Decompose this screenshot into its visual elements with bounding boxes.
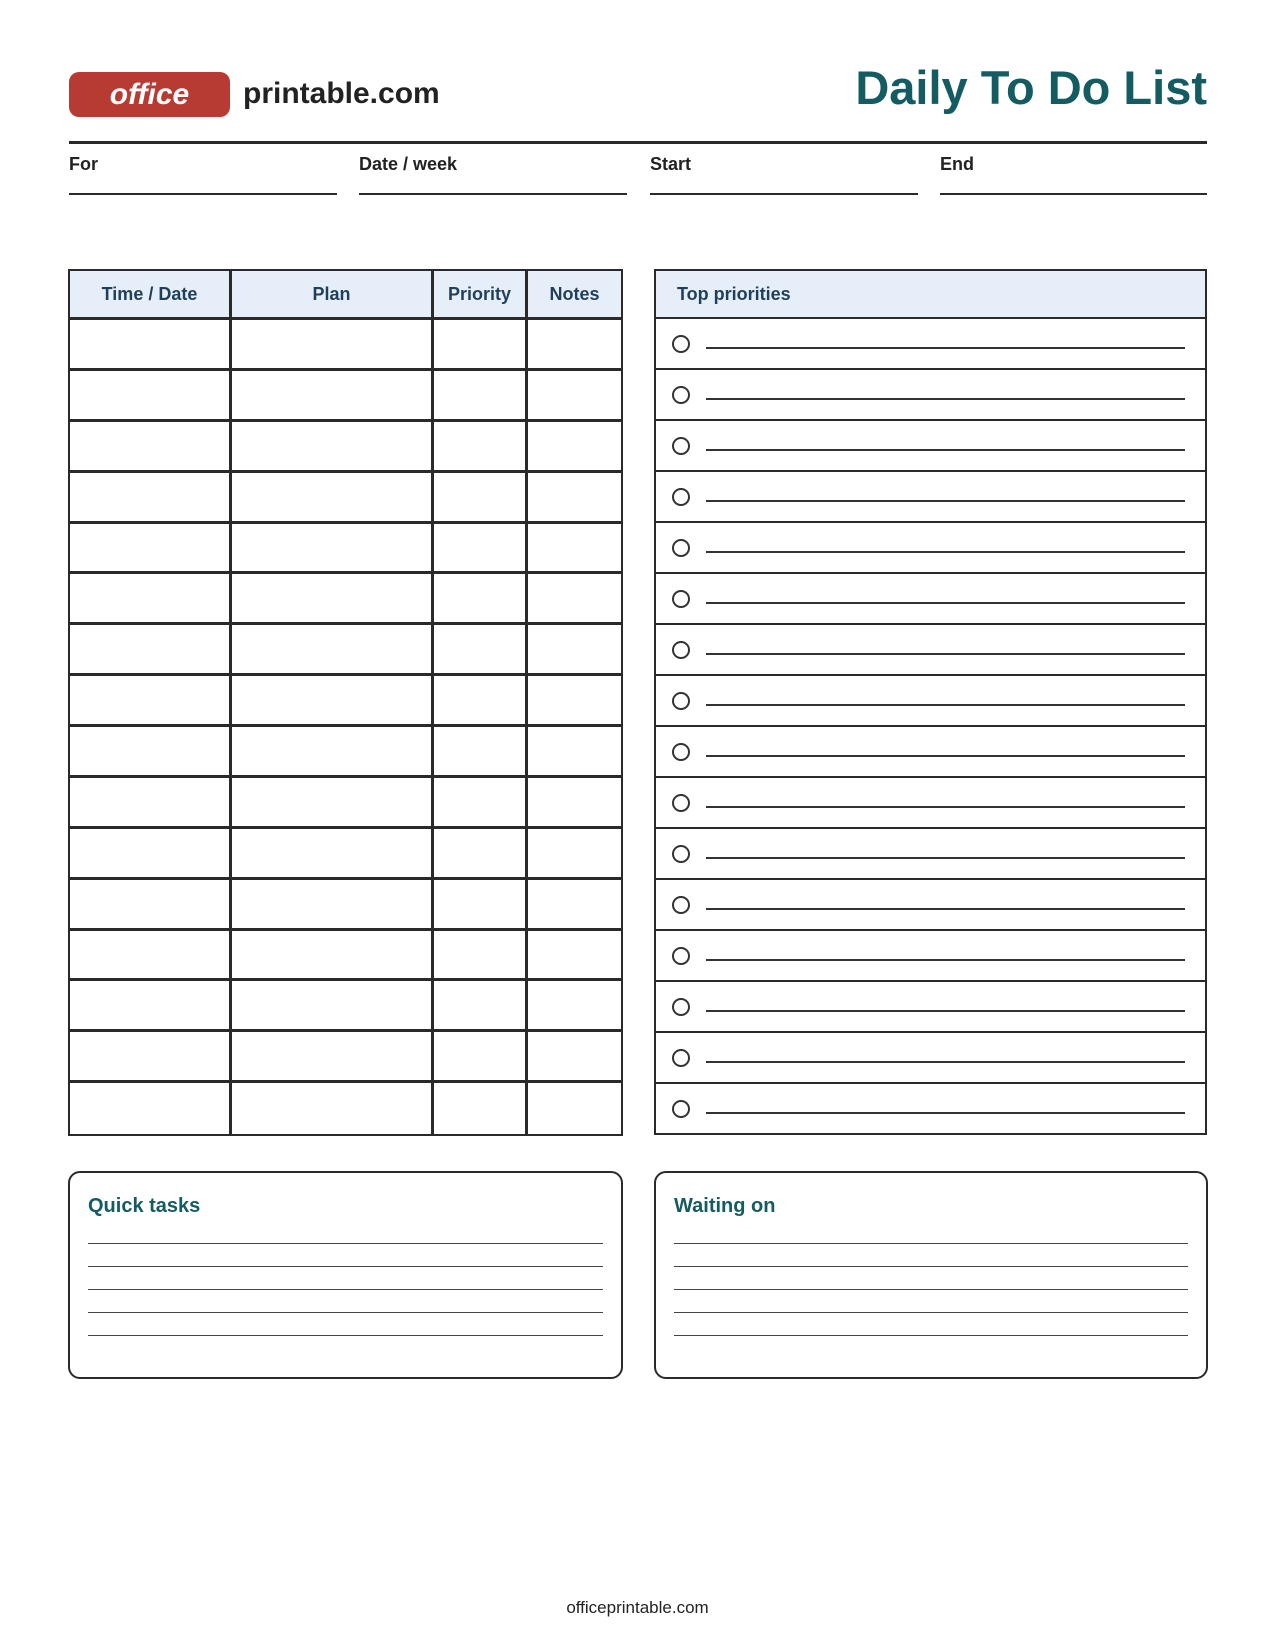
- writing-line: [706, 755, 1185, 757]
- field-label: Date / week: [359, 154, 458, 174]
- writing-line[interactable]: [674, 1335, 1188, 1336]
- writing-line[interactable]: [88, 1266, 603, 1267]
- writing-line: [706, 959, 1185, 961]
- priority-item[interactable]: [656, 880, 1205, 931]
- schedule-cell[interactable]: [434, 371, 528, 422]
- checkbox-circle-icon[interactable]: [672, 743, 690, 761]
- waiting-on-box: [654, 1171, 1208, 1379]
- field-start[interactable]: [650, 152, 918, 195]
- writing-line: [706, 398, 1185, 400]
- schedule-cell[interactable]: [528, 1032, 621, 1083]
- writing-line: [706, 1010, 1185, 1012]
- schedule-cell[interactable]: [434, 422, 528, 473]
- checkbox-circle-icon[interactable]: [672, 590, 690, 608]
- schedule-cell[interactable]: [232, 880, 434, 931]
- schedule-cell[interactable]: [232, 778, 434, 829]
- schedule-cell[interactable]: [232, 524, 434, 575]
- schedule-cell[interactable]: [434, 931, 528, 982]
- schedule-cell[interactable]: [70, 931, 232, 982]
- column-header-notes: Notes: [528, 271, 621, 320]
- schedule-cell[interactable]: [528, 880, 621, 931]
- schedule-cell[interactable]: [232, 422, 434, 473]
- priority-item[interactable]: [656, 370, 1205, 421]
- writing-line[interactable]: [88, 1289, 603, 1290]
- checkbox-circle-icon[interactable]: [672, 692, 690, 710]
- checkbox-circle-icon[interactable]: [672, 1049, 690, 1067]
- header-divider: [69, 141, 1207, 144]
- schedule-cell[interactable]: [528, 371, 621, 422]
- priority-item[interactable]: [656, 319, 1205, 370]
- schedule-cell[interactable]: [528, 473, 621, 524]
- writing-line: [706, 857, 1185, 859]
- checkbox-circle-icon[interactable]: [672, 1100, 690, 1118]
- checkbox-circle-icon[interactable]: [672, 794, 690, 812]
- schedule-cell[interactable]: [70, 371, 232, 422]
- writing-line[interactable]: [88, 1335, 603, 1336]
- writing-line: [706, 704, 1185, 706]
- writing-line[interactable]: [674, 1243, 1188, 1244]
- field-for[interactable]: [69, 152, 337, 195]
- schedule-cell[interactable]: [528, 320, 621, 371]
- writing-line: [706, 1112, 1185, 1114]
- writing-line: [706, 1061, 1185, 1063]
- writing-line: [706, 347, 1185, 349]
- schedule-cell[interactable]: [70, 676, 232, 727]
- schedule-cell[interactable]: [434, 829, 528, 880]
- schedule-cell[interactable]: [232, 1032, 434, 1083]
- schedule-cell[interactable]: [434, 981, 528, 1032]
- checkbox-circle-icon[interactable]: [672, 335, 690, 353]
- schedule-cell[interactable]: [232, 320, 434, 371]
- column-header-plan: Plan: [232, 271, 434, 320]
- schedule-cell[interactable]: [528, 524, 621, 575]
- schedule-cell[interactable]: [434, 574, 528, 625]
- checkbox-circle-icon[interactable]: [672, 947, 690, 965]
- schedule-table: [68, 269, 623, 1136]
- schedule-cell[interactable]: [528, 727, 621, 778]
- logo-badge: office: [69, 72, 230, 117]
- schedule-cell[interactable]: [434, 727, 528, 778]
- writing-line[interactable]: [88, 1243, 603, 1244]
- schedule-cell[interactable]: [528, 625, 621, 676]
- checkbox-circle-icon[interactable]: [672, 437, 690, 455]
- schedule-cell[interactable]: [70, 981, 232, 1032]
- footer-text: officeprintable.com: [566, 1598, 709, 1617]
- schedule-cell[interactable]: [434, 676, 528, 727]
- schedule-cell[interactable]: [528, 422, 621, 473]
- logo-text: printable.com: [243, 77, 440, 110]
- writing-line: [706, 908, 1185, 910]
- writing-line: [706, 806, 1185, 808]
- schedule-cell[interactable]: [528, 574, 621, 625]
- writing-line[interactable]: [674, 1289, 1188, 1290]
- schedule-cell[interactable]: [70, 778, 232, 829]
- schedule-cell[interactable]: [70, 320, 232, 371]
- schedule-cell[interactable]: [70, 625, 232, 676]
- checkbox-circle-icon[interactable]: [672, 641, 690, 659]
- schedule-cell[interactable]: [70, 422, 232, 473]
- schedule-cell[interactable]: [232, 473, 434, 524]
- schedule-cell[interactable]: [70, 574, 232, 625]
- priority-item[interactable]: [656, 472, 1205, 523]
- writing-line: [706, 500, 1185, 502]
- field-end[interactable]: [940, 152, 1207, 195]
- writing-line[interactable]: [674, 1266, 1188, 1267]
- schedule-cell[interactable]: [528, 829, 621, 880]
- schedule-cell[interactable]: [434, 1032, 528, 1083]
- schedule-cell[interactable]: [528, 778, 621, 829]
- schedule-cell[interactable]: [528, 676, 621, 727]
- writing-line[interactable]: [674, 1312, 1188, 1313]
- column-header-priority: Priority: [434, 271, 528, 320]
- schedule-cell[interactable]: [232, 625, 434, 676]
- waiting-on-title: Waiting on: [674, 1195, 776, 1217]
- field-date-week[interactable]: [359, 152, 627, 195]
- writing-line[interactable]: [88, 1312, 603, 1313]
- writing-line: [706, 449, 1185, 451]
- schedule-cell[interactable]: [232, 931, 434, 982]
- schedule-cell[interactable]: [232, 1083, 434, 1134]
- field-label: For: [69, 154, 98, 174]
- schedule-cell[interactable]: [232, 371, 434, 422]
- priority-item[interactable]: [656, 1033, 1205, 1084]
- checkbox-circle-icon[interactable]: [672, 845, 690, 863]
- field-label: End: [940, 154, 974, 174]
- priority-item[interactable]: [656, 1084, 1205, 1133]
- priority-item[interactable]: [656, 574, 1205, 625]
- top-priorities-panel: [654, 269, 1207, 1135]
- schedule-cell[interactable]: [232, 829, 434, 880]
- schedule-cell[interactable]: [434, 320, 528, 371]
- schedule-cell[interactable]: [434, 1083, 528, 1134]
- quick-tasks-title: Quick tasks: [88, 1195, 201, 1217]
- priority-item[interactable]: [656, 727, 1205, 778]
- priority-item[interactable]: [656, 829, 1205, 880]
- priority-item[interactable]: [656, 421, 1205, 472]
- schedule-cell[interactable]: [70, 829, 232, 880]
- checkbox-circle-icon[interactable]: [672, 539, 690, 557]
- checkbox-circle-icon[interactable]: [672, 998, 690, 1016]
- priority-item[interactable]: [656, 625, 1205, 676]
- checkbox-circle-icon[interactable]: [672, 386, 690, 404]
- schedule-cell[interactable]: [232, 727, 434, 778]
- column-header-time-date: Time / Date: [70, 271, 232, 320]
- writing-line: [706, 602, 1185, 604]
- schedule-cell[interactable]: [528, 981, 621, 1032]
- schedule-cell[interactable]: [232, 676, 434, 727]
- writing-line: [706, 653, 1185, 655]
- priority-item[interactable]: [656, 778, 1205, 829]
- schedule-cell[interactable]: [434, 625, 528, 676]
- schedule-cell[interactable]: [70, 727, 232, 778]
- schedule-cell[interactable]: [434, 778, 528, 829]
- schedule-cell[interactable]: [232, 981, 434, 1032]
- schedule-cell[interactable]: [434, 880, 528, 931]
- schedule-cell[interactable]: [528, 1083, 621, 1134]
- priority-item[interactable]: [656, 676, 1205, 727]
- schedule-cell[interactable]: [70, 524, 232, 575]
- priority-item[interactable]: [656, 931, 1205, 982]
- schedule-cell[interactable]: [70, 473, 232, 524]
- checkbox-circle-icon[interactable]: [672, 488, 690, 506]
- priority-item[interactable]: [656, 982, 1205, 1033]
- schedule-cell[interactable]: [434, 473, 528, 524]
- schedule-cell[interactable]: [434, 524, 528, 575]
- page-title: Daily To Do List: [855, 61, 1207, 114]
- schedule-cell[interactable]: [70, 880, 232, 931]
- schedule-cell[interactable]: [528, 931, 621, 982]
- checkbox-circle-icon[interactable]: [672, 896, 690, 914]
- writing-line: [706, 551, 1185, 553]
- top-priorities-title: Top priorities: [656, 271, 1205, 319]
- quick-tasks-box: [68, 1171, 623, 1379]
- priority-item[interactable]: [656, 523, 1205, 574]
- schedule-cell[interactable]: [232, 574, 434, 625]
- schedule-cell[interactable]: [70, 1032, 232, 1083]
- schedule-cell[interactable]: [70, 1083, 232, 1134]
- field-label: Start: [650, 154, 692, 174]
